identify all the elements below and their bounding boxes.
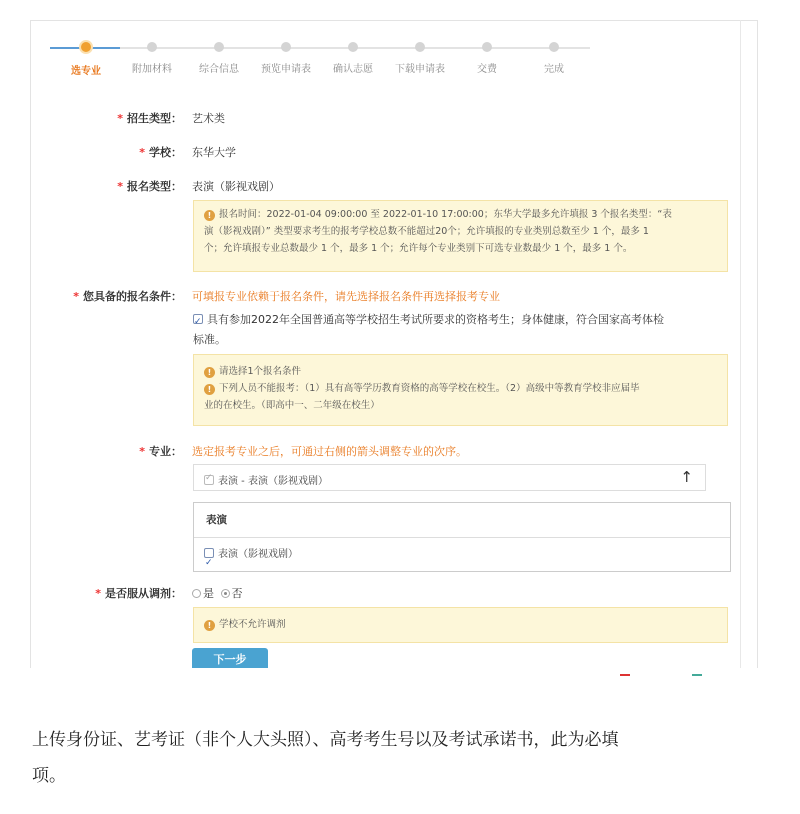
step-complete[interactable] — [516, 40, 592, 75]
condition-checkbox-row[interactable] — [193, 310, 743, 350]
selected-major-checkbox[interactable] — [204, 475, 214, 485]
caption-line: 项。 — [32, 766, 66, 786]
required-mark: * — [117, 112, 123, 125]
step-preview-form[interactable] — [248, 40, 324, 75]
school-value: 东华大学 — [192, 146, 236, 159]
major-group-item[interactable] — [194, 538, 730, 572]
application-type-value: 表演（影视戏剧） — [192, 180, 280, 193]
admission-type-value: 艺术类 — [192, 112, 225, 125]
required-mark: * — [139, 445, 145, 458]
cropped-element — [620, 674, 630, 676]
info-icon: ! — [204, 367, 215, 378]
step-dot — [281, 42, 291, 52]
next-step-button[interactable]: 下一步 — [192, 648, 268, 676]
adjust-yes-label[interactable]: 是 — [203, 587, 214, 600]
step-dot — [415, 42, 425, 52]
major-group-header: 表演 — [194, 503, 730, 538]
step-payment[interactable] — [449, 40, 525, 75]
adjust-no-label[interactable]: 否 — [231, 587, 243, 600]
condition-text-cont: 标准。 — [193, 333, 226, 346]
required-mark: * — [139, 146, 145, 159]
adjust-label: * 是否服从调剂： — [95, 587, 182, 600]
step-label: 综合信息 — [199, 64, 239, 75]
step-attachments[interactable] — [114, 40, 190, 75]
step-dot-active — [79, 40, 93, 54]
caption-line: 上传身份证、艺考证（非个人大头照）、高考考生号以及考试承诺书，此为必填 — [32, 730, 619, 750]
adjust-notice: ! 学校不允许调剂 — [193, 607, 728, 643]
required-mark: * — [117, 180, 123, 193]
step-dot — [348, 42, 358, 52]
major-label: * 专业： — [139, 445, 182, 458]
cropped-element — [692, 674, 702, 676]
condition-text: 具有参加2022年全国普通高等学校招生考试所要求的资格考生；身体健康，符合国家高考体检 — [207, 313, 664, 326]
condition-checkbox[interactable] — [193, 314, 203, 324]
conditions-label: * 您具备的报名条件： — [73, 290, 182, 303]
caption-text — [32, 722, 772, 794]
conditions-notice: ! 请选择1个报名条件 ! 下列人员不能报考：（1）具有高等学历教育资格的高等学校在校生。（2）高级中等教育学校非应届毕 业的在校生。（即高中一、二年级在校生） — [193, 354, 728, 426]
step-dot — [214, 42, 224, 52]
info-icon: ! — [204, 210, 215, 221]
adjust-no-radio[interactable] — [221, 589, 230, 598]
step-label: 完成 — [544, 64, 564, 75]
progress-stepper — [50, 40, 630, 90]
school-label: * 学校： — [139, 146, 182, 159]
step-label: 预览申请表 — [261, 64, 311, 75]
major-option-checkbox[interactable] — [204, 548, 214, 558]
admission-type-label: * 招生类型： — [117, 112, 182, 125]
step-label: 附加材料 — [132, 64, 172, 75]
step-label: 确认志愿 — [333, 64, 373, 75]
application-type-label: * 报名类型： — [117, 180, 182, 193]
conditions-hint: 可填报专业依赖于报名条件，请先选择报名条件再选择报考专业 — [192, 290, 500, 303]
step-label: 下载申请表 — [395, 64, 445, 75]
required-mark: * — [95, 587, 101, 600]
step-label: 交费 — [477, 64, 497, 75]
selected-major-text: 表演 - 表演（影视戏剧） — [218, 476, 328, 487]
move-up-arrow-icon[interactable]: ↑ — [680, 468, 693, 486]
step-dot — [147, 42, 157, 52]
major-group-table — [193, 502, 731, 572]
step-dot — [482, 42, 492, 52]
step-select-major[interactable] — [48, 40, 124, 77]
step-dot — [549, 42, 559, 52]
step-download-form[interactable] — [382, 40, 458, 75]
required-mark: * — [73, 290, 79, 303]
application-time-notice: ! 报名时间：2022-01-04 09:00:00 至 2022-01-10 17:00:00；东华大学最多允许填报 3 个报名类型：“表 演（影视戏剧）” 类型要求考生的报考学校总数不能超过20个；允许填报的专业类别总数至少 1 个，最多 1 个；允许填报专业总数最少 1 个，最多 1 个；允许每个专业类别下可选专业数最少 1 个，最多 1 个。 — [193, 200, 728, 272]
selected-major-item[interactable] — [193, 464, 706, 491]
step-label: 选专业 — [71, 66, 101, 77]
step-general-info[interactable] — [181, 40, 257, 75]
info-icon: ! — [204, 620, 215, 631]
major-hint: 选定报考专业之后，可通过右侧的箭头调整专业的次序。 — [192, 445, 467, 458]
step-confirm-choice[interactable] — [315, 40, 391, 75]
adjust-options — [192, 585, 243, 601]
adjust-yes-radio[interactable] — [192, 589, 201, 598]
major-option-text: 表演（影视戏剧） — [218, 549, 298, 560]
info-icon: ! — [204, 384, 215, 395]
